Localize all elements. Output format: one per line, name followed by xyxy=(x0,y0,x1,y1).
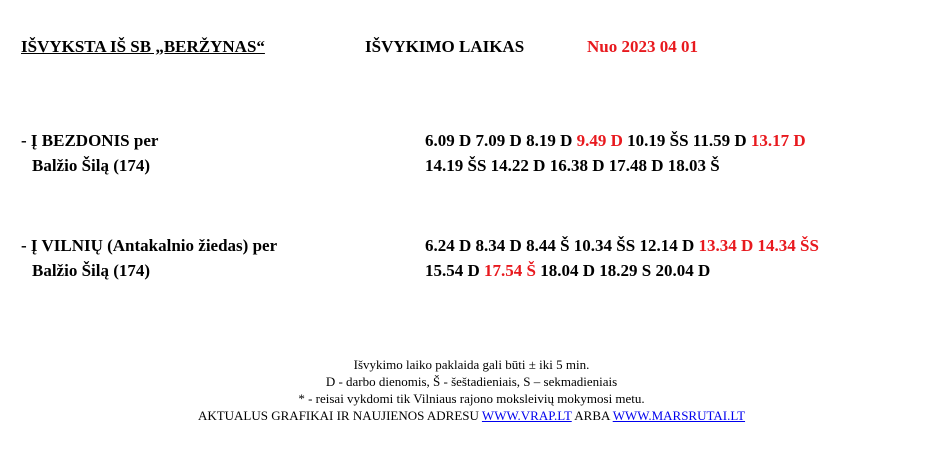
departure-time: 20.04 D xyxy=(655,261,711,280)
departure-time: 14.19 ŠS xyxy=(425,156,487,175)
route-name-line1: - Į BEZDONIS per xyxy=(21,131,159,150)
departure-time: 8.44 Š xyxy=(526,236,570,255)
marsrutai-link[interactable]: WWW.MARSRUTAI.LT xyxy=(612,408,746,423)
route-name-line2: Balžio Šilą (174) xyxy=(32,156,151,175)
footer-school-note: * - reisai vykdomi tik Vilniaus rajono moksleivių mokymosi metu. xyxy=(298,391,645,406)
valid-from-date: Nuo 2023 04 01 xyxy=(587,37,698,56)
footer-legend: D - darbo dienomis, Š - šeštadieniais, S – sekmadieniais xyxy=(325,374,618,389)
departure-time: 18.29 S xyxy=(599,261,652,280)
departure-time: 14.34 ŠS xyxy=(757,236,819,255)
times-line2 xyxy=(425,258,819,283)
departure-time: 6.09 D xyxy=(425,131,472,150)
departure-time: 18.04 D xyxy=(540,261,596,280)
departure-time: 7.09 D xyxy=(475,131,522,150)
footer-tolerance-note: Išvykimo laiko paklaida gali būti ± iki 5 min. xyxy=(353,357,590,372)
departure-time: 13.34 D xyxy=(698,236,754,255)
departure-time: 12.14 D xyxy=(639,236,695,255)
departure-time: 14.22 D xyxy=(490,156,546,175)
departure-time-label: IŠVYKIMO LAIKAS xyxy=(365,37,525,56)
route-bezdonis-name xyxy=(21,128,158,178)
route-bezdonis-times xyxy=(425,128,806,178)
departure-time: 10.19 ŠS xyxy=(627,131,689,150)
departure-time: 17.54 Š xyxy=(484,261,536,280)
footer-notes xyxy=(0,356,943,424)
departure-time: 18.03 Š xyxy=(667,156,720,175)
departure-time: 13.17 D xyxy=(750,131,806,150)
route-vilnius-times xyxy=(425,233,819,283)
footer-links-prefix: AKTUALUS GRAFIKAI IR NAUJIENOS ADRESU xyxy=(197,408,479,423)
departure-time: 10.34 ŠS xyxy=(573,236,636,255)
route-vilnius-name xyxy=(21,233,277,283)
vrap-link[interactable]: WWW.VRAP.LT xyxy=(481,408,572,423)
departure-time: 11.59 D xyxy=(692,131,747,150)
departure-time: 8.34 D xyxy=(475,236,522,255)
departure-time: 8.19 D xyxy=(526,131,573,150)
times-line1 xyxy=(425,233,819,258)
departure-time: 16.38 D xyxy=(549,156,605,175)
departure-time: 15.54 D xyxy=(425,261,480,280)
departure-time: 6.24 D xyxy=(425,236,472,255)
footer-links-mid: ARBA xyxy=(574,408,610,423)
times-line1 xyxy=(425,128,806,153)
route-name-line2: Balžio Šilą (174) xyxy=(32,261,151,280)
departure-time: 17.48 D xyxy=(608,156,664,175)
times-line2 xyxy=(425,153,806,178)
route-name-line1: - Į VILNIŲ (Antakalnio žiedas) per xyxy=(21,236,278,255)
departure-time: 9.49 D xyxy=(576,131,623,150)
footer-links-line xyxy=(0,407,943,424)
station-title: IŠVYKSTA IŠ SB „BERŽYNAS“ xyxy=(21,37,265,56)
